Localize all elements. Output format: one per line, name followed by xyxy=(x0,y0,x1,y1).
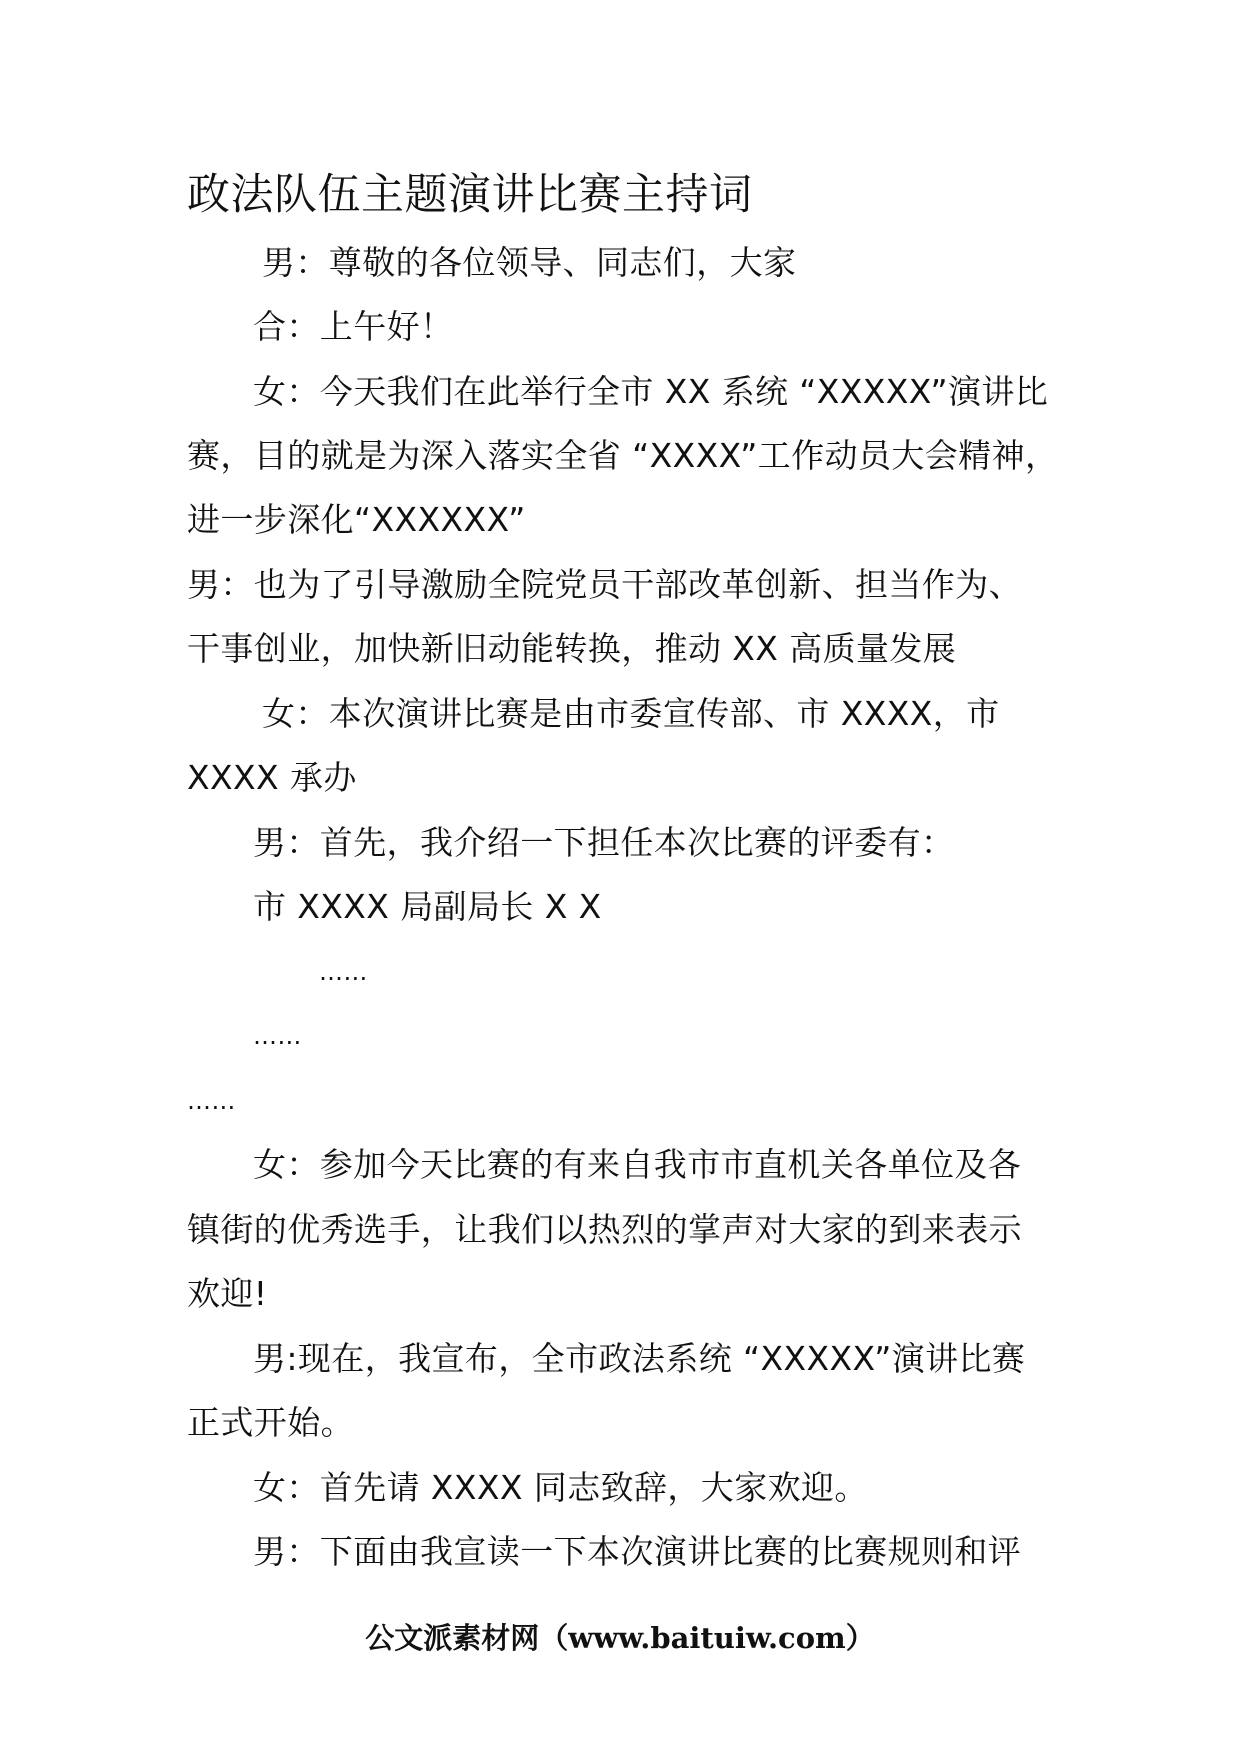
footer-watermark: 公文派素材网（www.baituiw.com） xyxy=(365,1621,875,1655)
speech-line: 女：参加今天比赛的有来自我市市直机关各单位及各 xyxy=(253,1145,1022,1184)
speech-line: 赛，目的就是为深入落实全省 “XXXX”工作动员大会精神， xyxy=(187,436,1059,475)
speech-line: 合：上午好！ xyxy=(253,307,454,346)
speech-line: 女：本次演讲比赛是由市委宣传部、市 XXXX，市 xyxy=(262,694,1000,733)
ellipsis-line: …… xyxy=(253,1022,302,1050)
speech-line: XXXX 承办 xyxy=(187,758,357,797)
speech-line: 女：今天我们在此举行全市 XX 系统 “XXXXX”演讲比 xyxy=(253,372,1049,411)
ellipsis-line: …… xyxy=(319,958,368,986)
speech-line: 干事创业，加快新旧动能转换，推动 XX 高质量发展 xyxy=(187,629,957,668)
ellipsis-line: …… xyxy=(187,1087,236,1115)
speech-line: 市 XXXX 局副局长 X X xyxy=(253,887,602,926)
document-title: 政法队伍主题演讲比赛主持词 xyxy=(187,170,753,220)
speech-line: 男:现在，我宣布，全市政法系统 “XXXXX”演讲比赛 xyxy=(253,1339,1026,1378)
speech-line: 进一步深化“XXXXXX” xyxy=(187,500,526,539)
speech-line: 男：也为了引导激励全院党员干部改革创新、担当作为、 xyxy=(187,565,1022,604)
speech-line: 镇街的优秀选手，让我们以热烈的掌声对大家的到来表示 xyxy=(187,1210,1022,1249)
speech-line: 男：首先，我介绍一下担任本次比赛的评委有： xyxy=(253,823,955,862)
speech-line: 欢迎! xyxy=(187,1274,268,1313)
speech-line: 女：首先请 XXXX 同志致辞，大家欢迎。 xyxy=(253,1468,868,1507)
speech-line: 男：下面由我宣读一下本次演讲比赛的比赛规则和评 xyxy=(253,1532,1022,1571)
speech-line: 男：尊敬的各位领导、同志们，大家 xyxy=(262,243,797,282)
speech-line: 正式开始。 xyxy=(187,1403,354,1442)
